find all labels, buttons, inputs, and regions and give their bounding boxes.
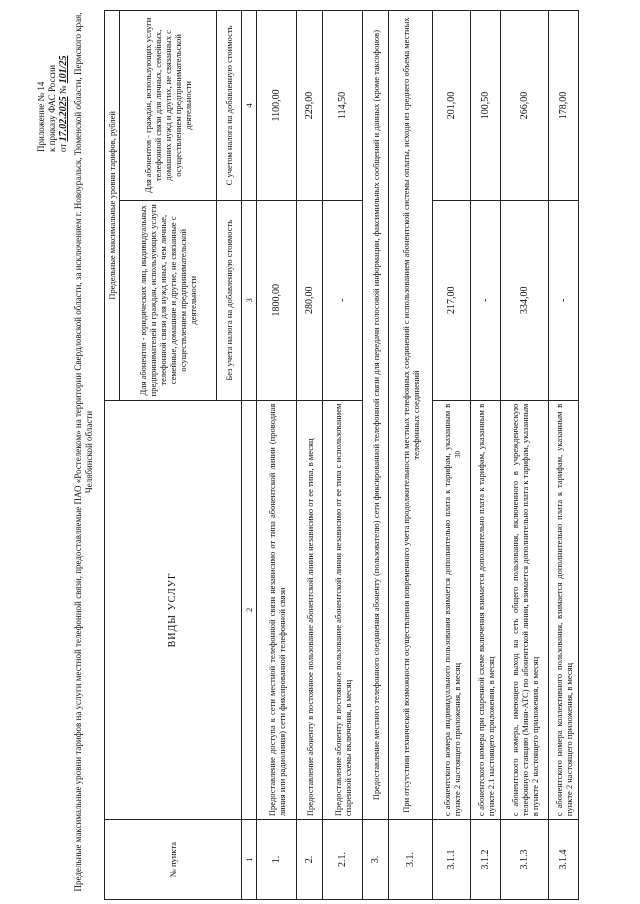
row-number: 1. — [257, 820, 297, 900]
table-row — [257, 11, 297, 900]
annex-block — [36, 2, 69, 152]
row-price-with-vat: 229,00 — [297, 11, 323, 201]
table-row — [363, 11, 389, 900]
row-price-without-vat: 217,00 — [433, 200, 471, 400]
row-price-without-vat: 280,00 — [297, 200, 323, 400]
row-price-without-vat: 334,00 — [501, 200, 549, 400]
document-title: Предельные максимальные уровни тарифов на услуги местной телефонной связи, предоставляемые ПАО «Ростелеком» на территории Свердловской области, за исключением г. Новоуральск, Тюменской области, Пермского края, Челябинской области — [73, 12, 94, 892]
row-number: 2.1. — [323, 820, 363, 900]
row-price-with-vat: 1100,00 — [257, 11, 297, 201]
header-services: ВИДЫ УСЛУГ — [105, 400, 242, 819]
row-section-description: Предоставление местного телефонного соединения абоненту (пользователю) сети фиксированной телефонной связи для передачи голосовой информации, факсимильных сообщений и данных (кроме таксофонов) — [363, 11, 389, 820]
annex-line-1: Приложение № 14 — [36, 81, 46, 152]
table-row — [501, 11, 549, 900]
row-number: 3.1. — [389, 820, 433, 900]
row-price-without-vat: - — [471, 200, 501, 400]
row-price-without-vat: - — [549, 200, 579, 400]
header-row-1 — [105, 11, 120, 900]
row-number: 2. — [297, 820, 323, 900]
annex-number-prefix: № — [58, 85, 68, 95]
tariff-table — [104, 10, 579, 900]
row-description: Предоставление абоненту в постоянное пользование абонентской линии независимо от ее типа, в месяц — [297, 400, 323, 819]
col-number: 1 — [242, 820, 257, 900]
table-row — [389, 11, 433, 900]
table-row — [433, 11, 471, 900]
table-row — [549, 11, 579, 900]
row-price-with-vat: 201,00 — [433, 11, 471, 201]
row-price-with-vat: 266,00 — [501, 11, 549, 201]
table-row — [297, 11, 323, 900]
table-row — [323, 11, 363, 900]
header-legal-entities: Для абонентов - юридических лиц, индивидуальных предпринимателей и граждан, использующих услуги телефонной связи для нужд иных, чем личные, семейные, домашние и другие, не связанные с осуществлением предпринимательской деятельности — [120, 200, 217, 400]
page-number: 30 — [454, 451, 462, 458]
header-with-vat: С учетом налога на добавленную стоимость — [217, 11, 242, 201]
column-number-row — [242, 11, 257, 900]
row-number: 3.1.3 — [501, 820, 549, 900]
row-description: с абонентского номера, имеющего выход на сеть общего пользования, включенного в учрежденческую телефонную станцию (Мини-АТС) по абонентской линии, взимается дополнительно плата к тарифам, указанным в пункте 2 настоящего приложения, в месяц — [501, 400, 549, 819]
header-without-vat: Без учета налога на добавленную стоимость — [217, 200, 242, 400]
row-number: 3. — [363, 820, 389, 900]
row-price-with-vat: 100,50 — [471, 11, 501, 201]
row-price-without-vat: - — [323, 200, 363, 400]
annex-line-2: к приказу ФАС России — [47, 64, 57, 152]
row-section-description: При отсутствии технической возможности осуществления повременного учета продолжительности местных телефонных соединений с использованием абонентской системы оплаты, исходя из среднего объема местных телефонных соединений — [389, 11, 433, 820]
col-number: 2 — [242, 400, 257, 819]
col-number: 3 — [242, 200, 257, 400]
table-row — [471, 11, 501, 900]
row-price-with-vat: 178,00 — [549, 11, 579, 201]
row-price-without-vat: 1800,00 — [257, 200, 297, 400]
header-citizens: Для абонентов - граждан, использующих услуги телефонной связи для личных, семейных, домашних нужд и других, не связанных с осуществлением предпринимательской деятельности — [120, 11, 217, 201]
col-number: 4 — [242, 11, 257, 201]
row-description: Предоставление абоненту в постоянное пользование абонентской линии независимо от ее типа с использованием спаренной схемы включения, в месяц — [323, 400, 363, 819]
annex-date: 17.02.2025 — [58, 96, 69, 142]
row-number: 3.1.4 — [549, 820, 579, 900]
row-description: Предоставление доступа к сети местной телефонной связи независимо от типа абонентской линии (проводная линия или радиолиния) сети фиксированной телефонной связи — [257, 400, 297, 819]
header-tariff-group: Предельные максимальные уровни тарифов, рублей — [105, 11, 120, 401]
row-description: с абонентского номера индивидуального пользования взимается дополнительно плата к тарифам, указанным в пункте 2 настоящего приложения, в месяц — [433, 400, 471, 819]
row-price-with-vat: 114,50 — [323, 11, 363, 201]
row-number: 3.1.1 — [433, 820, 471, 900]
annex-date-prefix: от — [58, 143, 68, 152]
annex-date-line — [58, 2, 69, 152]
row-description: с абонентского номера при спаренной схеме включения взимается дополнительно плата к тарифам, указанным в пункте 2.1 настоящего приложения, в месяц — [471, 400, 501, 819]
row-number: 3.1.2 — [471, 820, 501, 900]
row-description: с абонентского номера коллективного пользования, взимается дополнительно плата к тарифам, указанным в пункте 2 настоящего приложения, в месяц — [549, 400, 579, 819]
annex-number: 101/25 — [58, 55, 69, 84]
header-num: № пункта — [105, 820, 242, 900]
